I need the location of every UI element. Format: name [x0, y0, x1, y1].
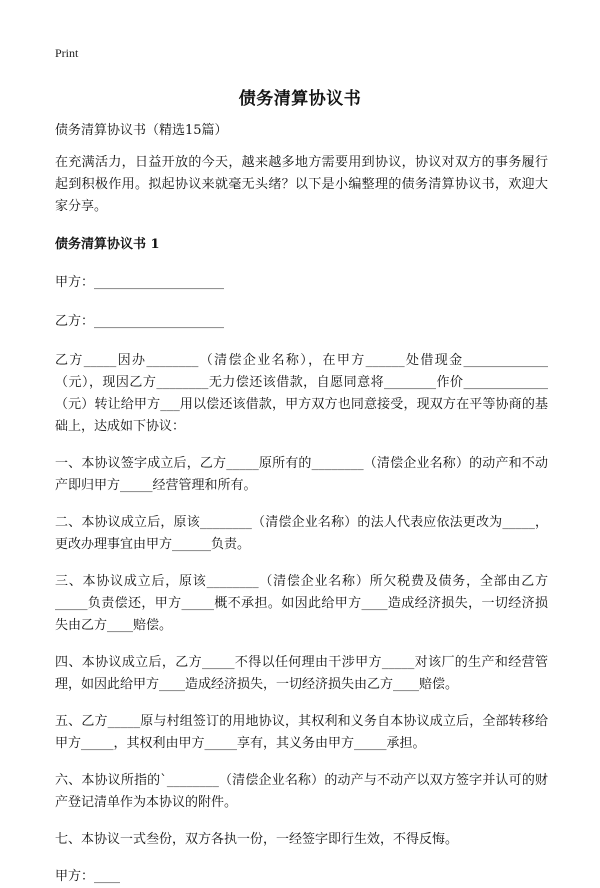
- intro-paragraph: 在充满活力，日益开放的今天，越来越多地方需要用到协议，协议对双方的事务履行起到积极作用。拟起协议来就毫无头绪？以下是小编整理的债务清算协议书，欢迎大家分享。: [55, 155, 548, 214]
- document-body: [55, 120, 548, 888]
- clause-5: 五、乙方_____原与村组签订的用地协议，其权利和义务自本协议成立后，全部转移给甲方_____，其权利由甲方_____享有，其义务由甲方_____承担。: [55, 714, 548, 751]
- print-link[interactable]: Print: [55, 46, 79, 60]
- clause-3: 三、本协议成立后，原该________（清偿企业名称）所欠税费及债务，全部由乙方_____负责偿还，甲方_____概不承担。如因此给甲方____造成经济损失，一切经济损失由乙方____赔偿。: [55, 574, 548, 633]
- clause-4: 四、本协议成立后，乙方_____不得以任何理由干涉甲方_____对该厂的生产和经营管理，如因此给甲方____造成经济损失，一切经济损失由乙方____赔偿。: [55, 655, 548, 692]
- party-b-line: 乙方：____________________: [55, 314, 225, 329]
- clause-6: 六、本协议所指的`________（清偿企业名称）的动产与不动产以双方签字并认可的财产登记清单作为本协议的附件。: [55, 773, 548, 810]
- clause-7: 七、本协议一式叁份，双方各执一份，一经签字即行生效，不得反悔。: [55, 832, 459, 847]
- section-heading: 债务清算协议书 1: [55, 237, 160, 252]
- document-title: 债务清算协议书: [238, 89, 362, 109]
- clause-2: 二、本协议成立后，原该________（清偿企业名称）的法人代表应依法更改为_____，更改办理事宜由甲方______负责。: [55, 515, 548, 552]
- clause-preamble: 乙方_____因办________（清偿企业名称），在甲方______处借现金_____________（元），现因乙方________无力偿还该借款，自愿同意将________作价_____________（元）转让给甲方___用以偿还该借款，甲方双方也同意接受，现双方在平等协商的基础上，达成如下协议：: [55, 353, 548, 434]
- clause-1: 一、本协议签字成立后，乙方_____原所有的________（清偿企业名称）的动产和不动产即归甲方_____经营管理和所有。: [55, 456, 548, 493]
- signature-line: 甲方：____: [55, 869, 121, 884]
- document-subtitle: 债务清算协议书（精选15篇）: [55, 123, 228, 138]
- party-a-line: 甲方：____________________: [55, 275, 225, 290]
